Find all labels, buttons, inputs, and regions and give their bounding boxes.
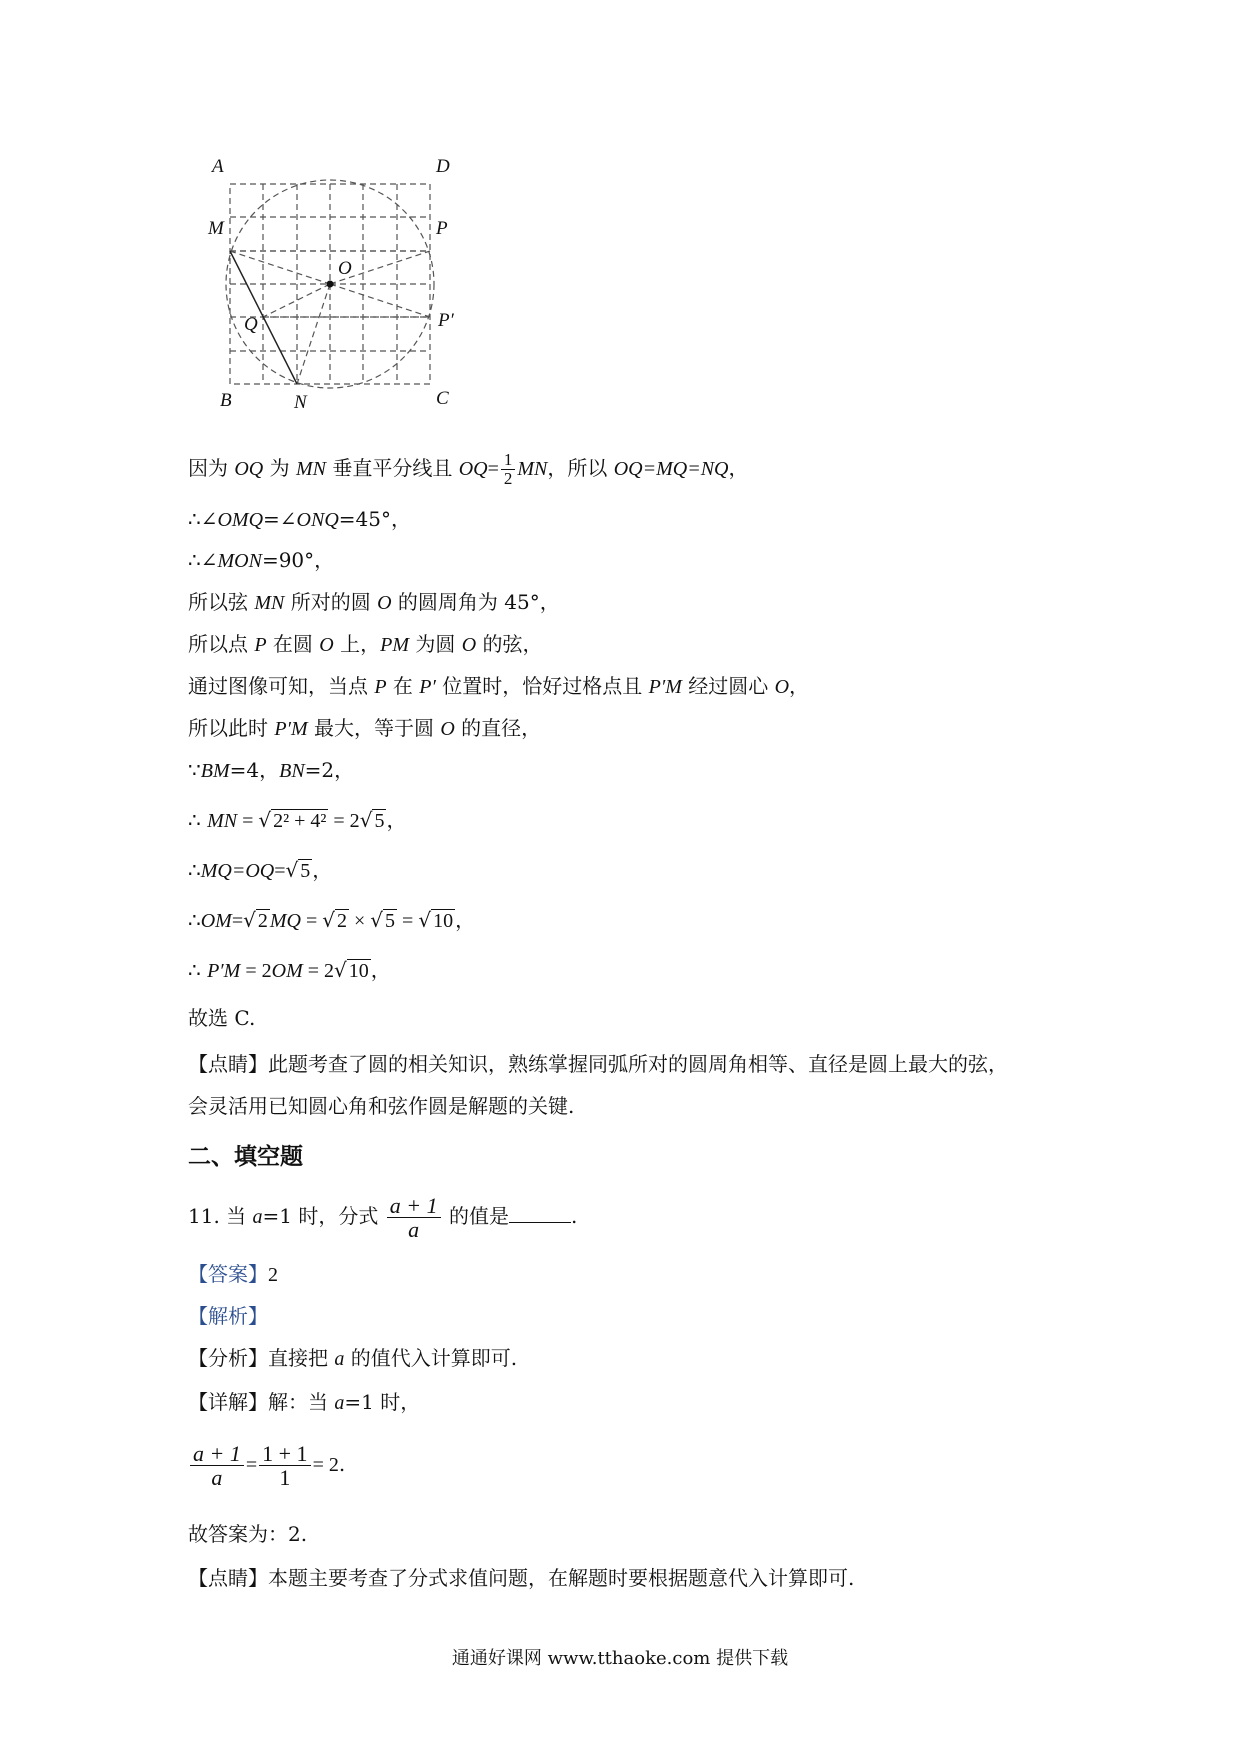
- dianjing-line-1: 【点睛】此题考查了圆的相关知识，熟练掌握同弧所对的圆周角相等、直径是圆上最大的弦，: [188, 1052, 1008, 1076]
- solution-line-1: 因为 OQ 为 MN 垂直平分线且 OQ= $\frac{1}{2}$ MN，所以 OQ=MQ=NQ，: [188, 450, 749, 488]
- solution-line-12: ∴ P′M = 2OM = 2√ 10 ，: [188, 958, 391, 982]
- question-11: 11. 当 a=1 时，分式 $\frac{a + 1}{a}$ 的值是 .: [188, 1193, 578, 1243]
- footer: 通通好课网 www.tthaoke.com 提供下载: [451, 1648, 789, 1669]
- label-M: M: [208, 218, 224, 239]
- label-P-prime: P′: [438, 310, 454, 331]
- result-line: 故答案为：2.: [188, 1522, 308, 1546]
- dianjing-line-2: 会灵活用已知圆心角和弦作圆是解题的关键.: [188, 1094, 575, 1118]
- label-D: D: [436, 156, 450, 177]
- dianjing-2: 【点睛】本题主要考查了分式求值问题，在解题时要根据题意代入计算即可.: [188, 1566, 855, 1590]
- solution-line-2: ∴∠OMQ=∠ONQ=45°，: [188, 507, 411, 531]
- answer-blank: [509, 1202, 571, 1223]
- label-C: C: [436, 388, 449, 409]
- calc-line: $\frac{a + 1}{a}$ = $\frac{1 + 1}{1}$ = 2.: [188, 1432, 345, 1497]
- label-N: N: [294, 392, 307, 413]
- solution-line-3: ∴∠MON=90°，: [188, 548, 335, 572]
- label-A: A: [212, 156, 224, 177]
- geometry-figure: [190, 156, 480, 414]
- sqrt-expression: √ 2² + 4²: [258, 808, 327, 832]
- solution-line-6: 通过图像可知，当点 P 在 P′ 位置时，恰好过格点且 P′M 经过圆心 O，: [188, 674, 810, 698]
- section-heading: 二、填空题: [188, 1144, 303, 1170]
- answer-label: 【答案】: [188, 1262, 268, 1286]
- answer-value: 2: [268, 1264, 278, 1286]
- solution-line-11: ∴OM=√ 2 MQ = √ 2 × √ 5 = √ 10 ，: [188, 908, 476, 932]
- fraction-a-plus-1-over-a: $\frac{a + 1}{a}$: [387, 1194, 441, 1241]
- answer-line: [188, 1260, 278, 1289]
- grid-circle-diagram: [190, 164, 480, 414]
- solution-line-5: 所以点 P 在圆 O 上，PM 为圆 O 的弦，: [188, 632, 543, 656]
- solution-line-10: ∴MQ=OQ=√ 5 ，: [188, 858, 333, 882]
- solution-line-8: ∵BM=4，BN=2，: [188, 758, 355, 782]
- solution-line-9: ∴ MN = √ 2² + 4² = 2√ 5 ，: [188, 806, 406, 835]
- xiangjie-line: 【详解】解：当 a=1 时，: [188, 1390, 421, 1414]
- fenxi-line: 【分析】直接把 a 的值代入计算即可.: [188, 1346, 518, 1370]
- solution-line-7: 所以此时 P′M 最大，等于圆 O 的直径，: [188, 716, 542, 740]
- solution-line-4: 所以弦 MN 所对的圆 O 的圆周角为 45°，: [188, 590, 560, 614]
- label-B: B: [220, 390, 232, 411]
- analysis-label: 【解析】: [188, 1304, 268, 1328]
- fraction-one-half: $\frac{1}{2}$: [501, 451, 516, 488]
- solution-line-13: 故选 C.: [188, 1006, 256, 1030]
- label-O: O: [338, 258, 352, 279]
- label-Q: Q: [244, 314, 258, 335]
- label-P: P: [436, 218, 448, 239]
